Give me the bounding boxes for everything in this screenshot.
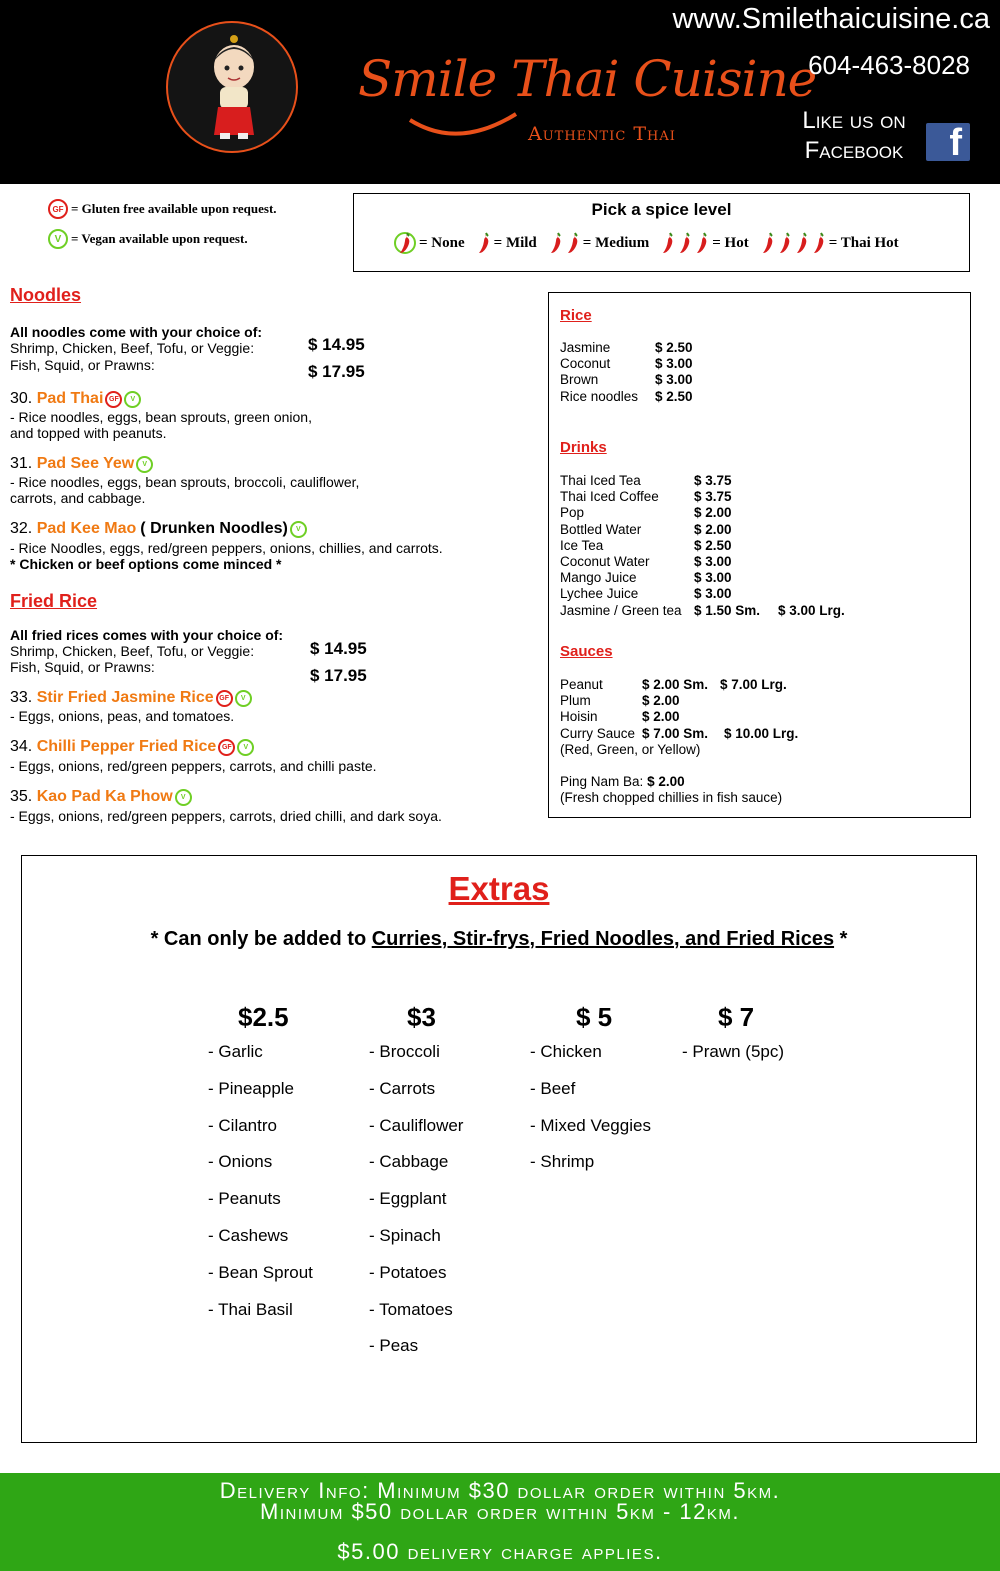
extras-item: - Chicken (530, 1042, 602, 1061)
chili-pepper-icon (678, 232, 692, 254)
spice-level-label: = Mild (493, 234, 537, 251)
drinks-item-name: Pop (560, 505, 585, 521)
vegan-badge-icon: V (235, 690, 252, 707)
menu-item-34-desc: - Eggs, onions, red/green peppers, carrots, and chilli paste. (10, 758, 377, 774)
extras-box (21, 855, 977, 1443)
extras-price-heading: $3 (407, 1002, 436, 1032)
vegan-legend-text: = Vegan available upon request. (71, 231, 248, 246)
menu-item-32-title (10, 520, 307, 538)
fried-rice-price-2: $ 17.95 (310, 666, 367, 685)
extras-price-heading: $ 7 (718, 1002, 755, 1032)
phone-number[interactable]: 604-463-8028 (808, 50, 970, 80)
rice-item-price: $ 3.00 (655, 356, 693, 372)
drinks-item-name: Thai Iced Tea (560, 473, 641, 488)
extras-item: - Thai Basil (208, 1299, 293, 1319)
extras-item: - Eggplant (369, 1189, 447, 1209)
thai-boy-mascot-icon (168, 23, 298, 153)
menu-item-number: 30. (10, 390, 33, 407)
mascot-logo (166, 21, 298, 153)
fried-rice-option-1: Shrimp, Chicken, Beef, Tofu, or Veggie: (10, 643, 255, 659)
vegan-badge-icon: V (290, 521, 307, 538)
sauces-item-price: $ 2.00 (642, 693, 680, 709)
extras-column-5 (530, 1002, 651, 1189)
sauces-item-price: $ 2.00 Sm. (642, 677, 709, 692)
gluten-free-legend-text: = Gluten free available upon request. (71, 201, 277, 216)
extras-item: - Tomatoes (369, 1299, 453, 1319)
extras-column-7 (682, 1002, 784, 1079)
menu-item-name: Stir Fried Jasmine Rice (36, 689, 214, 706)
sauces-item-name: Plum (560, 693, 591, 709)
drinks-item-name: Mango Juice (560, 570, 637, 586)
delivery-info-footer (0, 1473, 1000, 1571)
brand-swoosh-icon (408, 110, 518, 140)
extras-item: - Peanuts (208, 1189, 281, 1209)
sides-drinks-sauces-box (548, 292, 971, 818)
drinks-row (560, 489, 732, 505)
spice-level-4 (761, 232, 899, 254)
drinks-item-price: $ 1.50 Sm. (694, 602, 761, 618)
extras-column-3 (369, 1002, 463, 1373)
drinks-row (560, 586, 732, 602)
extras-item: - Carrots (369, 1078, 436, 1098)
spice-level-row (394, 232, 911, 254)
drinks-item-price: $ 2.00 (694, 505, 732, 521)
spice-level-3 (661, 232, 748, 254)
spice-level-box (353, 193, 970, 272)
drinks-item-price: $ 3.00 (694, 570, 732, 586)
drinks-item-price: $ 3.00 (694, 553, 732, 569)
facebook-text-line-1: Like us on (802, 107, 906, 134)
menu-item-number: 35. (10, 788, 33, 805)
menu-item-31-title (10, 455, 153, 473)
menu-item-subtitle: ( Drunken Noodles) (140, 520, 288, 537)
extras-note-categories: Curries, Stir-frys, Fried Noodles, and Fried Rices (371, 928, 835, 950)
chili-pepper-icon (477, 232, 491, 254)
vegan-badge-icon: V (124, 391, 141, 408)
drinks-item-price: $ 2.00 (694, 521, 732, 537)
extras-title-text: Extras (448, 870, 550, 907)
extras-item: - Cauliflower (369, 1115, 464, 1135)
drinks-row (560, 521, 732, 538)
gluten-free-badge-icon: GF (48, 199, 68, 219)
website-link[interactable]: www.Smilethaicuisine.ca (672, 3, 990, 35)
fried-rice-section-title: Fried Rice (10, 591, 98, 611)
menu-item-number: 33. (10, 689, 33, 706)
delivery-info-line-1: Delivery Info: Minimum $30 dollar order within 5km. (219, 1478, 781, 1503)
rice-row (560, 372, 693, 388)
chili-pepper-icon (695, 232, 709, 254)
extras-item: - Onions (208, 1152, 273, 1172)
menu-item-33-title (10, 689, 252, 707)
delivery-info-line-3: $5.00 delivery charge applies. (337, 1539, 663, 1564)
sauces-item-name: Curry Sauce (560, 725, 636, 741)
drinks-row (560, 570, 732, 586)
facebook-text[interactable] (790, 106, 918, 166)
chili-pepper-icon (549, 232, 563, 254)
menu-item-33-desc: - Eggs, onions, peas, and tomatoes. (10, 708, 235, 724)
menu-item-30-desc-1: - Rice noodles, eggs, bean sprouts, green onion, (10, 409, 312, 425)
extras-item: - Beef (530, 1078, 576, 1098)
rice-row (560, 388, 693, 405)
noodles-option-1: Shrimp, Chicken, Beef, Tofu, or Veggie: (10, 340, 255, 356)
drinks-item-price: $ 3.00 (694, 586, 732, 602)
sauces-row (560, 677, 787, 693)
noodles-price-2: $ 17.95 (308, 362, 365, 381)
menu-item-30-desc-2: and topped with peanuts. (10, 425, 167, 441)
ping-nam-ba-row (560, 774, 685, 790)
rice-row (560, 340, 693, 356)
facebook-icon[interactable]: f (926, 123, 970, 161)
chili-pepper-icon (795, 232, 809, 254)
menu-item-number: 34. (10, 738, 33, 755)
gluten-free-badge-icon: GF (218, 739, 235, 756)
no-spice-chili-icon (394, 232, 416, 254)
menu-item-35-title (10, 788, 192, 806)
sauces-row (560, 693, 680, 709)
extras-item: - Prawn (5pc) (682, 1042, 785, 1061)
menu-item-30-title (10, 390, 141, 408)
menu-item-32-desc-2: * Chicken or beef options come minced * (10, 556, 282, 572)
sauces-section-title: Sauces (560, 643, 613, 660)
noodles-price-1: $ 14.95 (308, 335, 365, 354)
gluten-free-badge-icon: GF (216, 690, 233, 707)
menu-item-34-title (10, 738, 254, 756)
curry-sauce-note: (Red, Green, or Yellow) (560, 742, 701, 757)
rice-item-price: $ 2.50 (655, 388, 693, 404)
spice-level-label: = Thai Hot (828, 234, 899, 251)
chili-pepper-icon (778, 232, 792, 254)
spice-level-title: Pick a spice level (591, 200, 732, 219)
extras-item: - Bean Sprout (208, 1262, 313, 1282)
ping-nam-ba-note: (Fresh chopped chillies in fish sauce) (560, 790, 783, 805)
extras-item: - Peas (369, 1336, 419, 1356)
menu-item-number: 32. (10, 520, 33, 537)
sauces-item-name: Peanut (560, 677, 603, 692)
drinks-item-name: Bottled Water (560, 521, 642, 537)
rice-section-title: Rice (560, 307, 592, 324)
spice-level-1 (477, 232, 537, 254)
rice-row (560, 356, 693, 372)
chili-pepper-icon (566, 232, 580, 254)
gluten-free-legend (48, 199, 277, 219)
extras-note-suffix: * (834, 928, 848, 950)
sauces-item-price-large: $ 7.00 Lrg. (720, 677, 787, 692)
menu-item-31-desc-2: carrots, and cabbage. (10, 490, 146, 506)
menu-item-name: Kao Pad Ka Phow (36, 788, 173, 805)
spice-level-0 (394, 232, 465, 254)
drinks-item-price-large: $ 3.00 Lrg. (778, 602, 845, 618)
drinks-item-name: Ice Tea (560, 537, 604, 553)
sauces-row (560, 725, 799, 742)
extras-item: - Spinach (369, 1225, 441, 1245)
spice-level-label: = Hot (712, 234, 749, 251)
sauces-item-price: $ 7.00 Sm. (642, 725, 709, 741)
extras-item: - Cashews (208, 1225, 289, 1245)
menu-item-31-desc-1: - Rice noodles, eggs, bean sprouts, broccoli, cauliflower, (10, 474, 360, 490)
extras-title (22, 870, 976, 908)
sauces-row (560, 709, 680, 725)
fried-rice-option-2: Fish, Squid, or Prawns: (10, 659, 155, 675)
drinks-item-name: Coconut Water (560, 553, 650, 569)
extras-price-heading: $ 5 (576, 1002, 613, 1032)
rice-item-name: Jasmine (560, 340, 611, 355)
vegan-badge-icon: V (237, 739, 254, 756)
menu-item-name: Pad See Yew (36, 455, 135, 472)
vegan-badge-icon: V (175, 789, 192, 806)
brand-name: Smile Thai Cuisine (358, 50, 817, 108)
drinks-list (560, 473, 845, 619)
sauces-list (560, 677, 799, 742)
menu-item-number: 31. (10, 455, 33, 472)
spice-level-label: = Medium (582, 234, 650, 251)
menu-item-name: Chilli Pepper Fried Rice (36, 738, 217, 755)
rice-item-name: Rice noodles (560, 388, 639, 404)
rice-item-price: $ 2.50 (655, 340, 693, 355)
chili-pepper-icon (761, 232, 775, 254)
gluten-free-badge-icon: GF (105, 391, 122, 408)
drinks-item-price: $ 2.50 (694, 537, 732, 553)
rice-item-name: Brown (560, 372, 599, 388)
brand-tagline: Authentic Thai (528, 123, 676, 145)
spice-level-2 (549, 232, 649, 254)
extras-item: - Pineapple (208, 1078, 295, 1098)
extras-item: - Broccoli (369, 1042, 440, 1061)
facebook-text-line-2: Facebook (804, 137, 904, 164)
rice-item-name: Coconut (560, 356, 611, 372)
ping-nam-ba-price: $ 2.00 (647, 774, 685, 789)
header-banner (0, 0, 1000, 184)
ping-nam-ba-label: Ping Nam Ba: (560, 774, 644, 789)
delivery-info-line-2: Minimum $50 dollar order within 5km - 12km. (260, 1499, 740, 1524)
sauces-item-price: $ 2.00 (642, 709, 680, 725)
extras-price-heading: $2.5 (238, 1002, 289, 1032)
menu-item-name: Pad Kee Mao (36, 520, 137, 537)
extras-item: - Cilantro (208, 1115, 277, 1135)
drinks-item-price: $ 3.75 (694, 473, 732, 488)
rice-item-price: $ 3.00 (655, 372, 693, 388)
extras-item: - Potatoes (369, 1262, 447, 1282)
fried-rice-price-1: $ 14.95 (310, 639, 367, 658)
spice-level-label: = None (419, 234, 465, 251)
drinks-section-title: Drinks (560, 439, 607, 456)
rice-list (560, 340, 693, 405)
fried-rice-choice-heading: All fried rices comes with your choice of: (10, 627, 284, 643)
noodles-section-title: Noodles (10, 285, 82, 305)
drinks-row (560, 537, 732, 554)
menu-item-name: Pad Thai (36, 390, 104, 407)
vegan-badge-icon: V (136, 456, 153, 473)
extras-note (22, 928, 976, 951)
vegan-legend (48, 229, 248, 249)
drinks-row (560, 553, 732, 570)
drinks-row (560, 473, 732, 489)
extras-item: - Garlic (208, 1042, 263, 1061)
extras-item: - Cabbage (369, 1152, 449, 1172)
extras-note-prefix: * Can only be added to (150, 928, 372, 950)
noodles-choice-heading: All noodles come with your choice of: (10, 324, 263, 340)
chili-pepper-icon (661, 232, 675, 254)
sauces-item-price-large: $ 10.00 Lrg. (724, 725, 799, 741)
extras-item: - Shrimp (530, 1152, 595, 1172)
sauces-item-name: Hoisin (560, 709, 598, 725)
chili-pepper-icon (812, 232, 826, 254)
extras-item: - Mixed Veggies (530, 1115, 651, 1135)
vegan-badge-icon: V (48, 229, 68, 249)
drinks-item-name: Thai Iced Coffee (560, 489, 659, 505)
menu-item-35-desc: - Eggs, onions, red/green peppers, carrots, dried chilli, and dark soya. (10, 808, 442, 824)
drinks-row (560, 505, 732, 521)
noodles-option-2: Fish, Squid, or Prawns: (10, 357, 155, 373)
drinks-item-price: $ 3.75 (694, 489, 732, 505)
menu-item-32-desc-1: - Rice Noodles, eggs, red/green peppers, onions, chillies, and carrots. (10, 540, 443, 556)
drinks-item-name: Lychee Juice (560, 586, 639, 602)
extras-column-2-5 (208, 1002, 313, 1336)
drinks-item-name: Jasmine / Green tea (560, 602, 682, 618)
drinks-row (560, 602, 845, 619)
